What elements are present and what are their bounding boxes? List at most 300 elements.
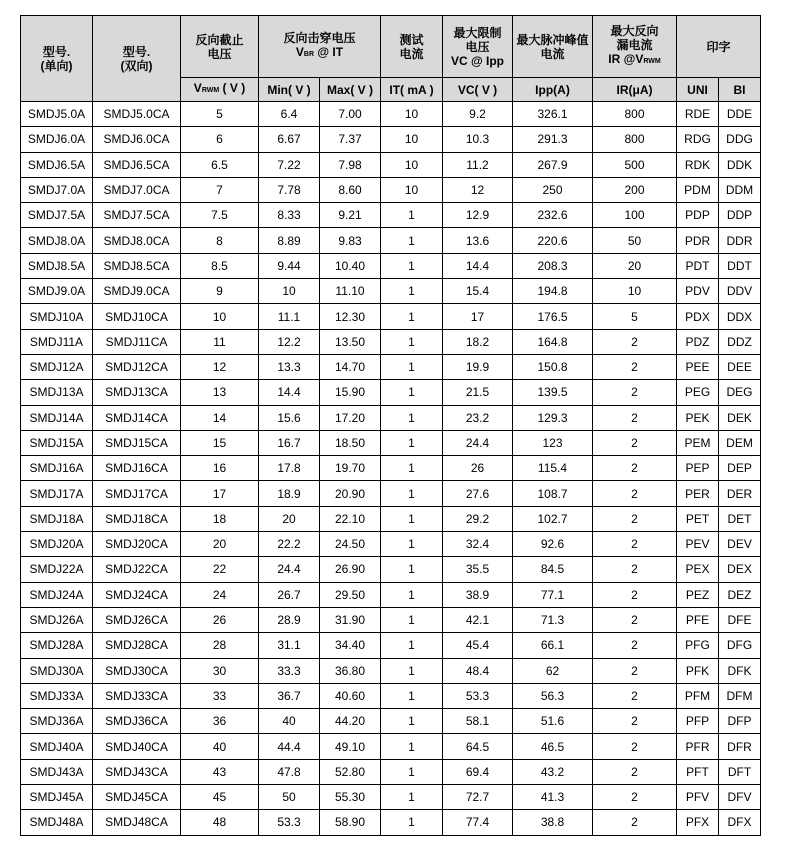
header-it <box>381 16 443 78</box>
unit-it: IT( mA ) <box>381 78 443 102</box>
cell-ipp: 176.5 <box>513 304 593 329</box>
cell-mark-bi: DDG <box>719 127 761 152</box>
cell-vbr-min: 8.33 <box>259 203 320 228</box>
cell-vrwm: 22 <box>181 557 259 582</box>
unit-bi: BI <box>719 78 761 102</box>
table-row <box>21 127 761 152</box>
cell-mark-bi: DEX <box>719 557 761 582</box>
cell-model-bi: SMDJ20CA <box>93 532 181 557</box>
cell-vrwm: 26 <box>181 607 259 632</box>
cell-it: 1 <box>381 329 443 354</box>
cell-vrwm: 28 <box>181 633 259 658</box>
cell-vbr-max: 20.90 <box>320 481 381 506</box>
header-text: 测试 <box>399 32 424 47</box>
table-row <box>21 430 761 455</box>
header-ipp <box>513 16 593 78</box>
cell-mark-bi: DFR <box>719 734 761 759</box>
cell-vbr-min: 9.44 <box>259 253 320 278</box>
cell-model-uni: SMDJ5.0A <box>21 102 93 127</box>
cell-it: 1 <box>381 532 443 557</box>
unit-max: Max( V ) <box>320 78 381 102</box>
cell-model-uni: SMDJ13A <box>21 380 93 405</box>
cell-vbr-min: 26.7 <box>259 582 320 607</box>
cell-mark-bi: DEM <box>719 430 761 455</box>
spec-table <box>20 15 761 836</box>
cell-mark-uni: PFG <box>677 633 719 658</box>
cell-mark-uni: PDX <box>677 304 719 329</box>
cell-vc: 35.5 <box>443 557 513 582</box>
cell-ir: 2 <box>593 734 677 759</box>
header-text: 型号. <box>42 44 71 59</box>
header-text: 型号. <box>122 44 151 59</box>
cell-model-bi: SMDJ11CA <box>93 329 181 354</box>
cell-vrwm: 15 <box>181 430 259 455</box>
cell-model-uni: SMDJ11A <box>21 329 93 354</box>
cell-mark-bi: DDM <box>719 177 761 202</box>
table-row <box>21 557 761 582</box>
cell-ipp: 41.3 <box>513 785 593 810</box>
cell-vc: 58.1 <box>443 709 513 734</box>
cell-model-bi: SMDJ13CA <box>93 380 181 405</box>
cell-ir: 2 <box>593 380 677 405</box>
cell-it: 1 <box>381 405 443 430</box>
cell-vc: 77.4 <box>443 810 513 835</box>
cell-ir: 100 <box>593 203 677 228</box>
cell-mark-bi: DER <box>719 481 761 506</box>
cell-model-bi: SMDJ16CA <box>93 456 181 481</box>
cell-vbr-min: 11.1 <box>259 304 320 329</box>
cell-vbr-min: 17.8 <box>259 456 320 481</box>
cell-mark-uni: PFT <box>677 759 719 784</box>
table-row <box>21 785 761 810</box>
cell-model-bi: SMDJ28CA <box>93 633 181 658</box>
unit-min: Min( V ) <box>259 78 320 102</box>
cell-model-uni: SMDJ8.5A <box>21 253 93 278</box>
cell-vc: 19.9 <box>443 354 513 379</box>
spec-table-container <box>20 15 761 836</box>
cell-vbr-min: 24.4 <box>259 557 320 582</box>
header-text: 电流 <box>540 46 565 61</box>
cell-model-uni: SMDJ36A <box>21 709 93 734</box>
cell-ir: 200 <box>593 177 677 202</box>
cell-mark-uni: PEP <box>677 456 719 481</box>
cell-mark-uni: PEG <box>677 380 719 405</box>
cell-vbr-min: 33.3 <box>259 658 320 683</box>
cell-vbr-max: 11.10 <box>320 279 381 304</box>
cell-vrwm: 16 <box>181 456 259 481</box>
cell-ipp: 71.3 <box>513 607 593 632</box>
cell-model-uni: SMDJ28A <box>21 633 93 658</box>
cell-vbr-min: 20 <box>259 506 320 531</box>
table-row <box>21 658 761 683</box>
cell-vbr-max: 7.37 <box>320 127 381 152</box>
header-ir <box>593 16 677 78</box>
cell-model-uni: SMDJ20A <box>21 532 93 557</box>
cell-vc: 14.4 <box>443 253 513 278</box>
cell-vc: 27.6 <box>443 481 513 506</box>
cell-ir: 2 <box>593 683 677 708</box>
cell-vbr-max: 17.20 <box>320 405 381 430</box>
cell-model-uni: SMDJ45A <box>21 785 93 810</box>
cell-vbr-max: 58.90 <box>320 810 381 835</box>
cell-vrwm: 48 <box>181 810 259 835</box>
cell-model-bi: SMDJ33CA <box>93 683 181 708</box>
table-row <box>21 329 761 354</box>
cell-mark-uni: PEM <box>677 430 719 455</box>
cell-model-bi: SMDJ7.0CA <box>93 177 181 202</box>
cell-mark-bi: DDV <box>719 279 761 304</box>
cell-it: 1 <box>381 734 443 759</box>
cell-model-bi: SMDJ8.0CA <box>93 228 181 253</box>
table-row <box>21 279 761 304</box>
cell-model-uni: SMDJ9.0A <box>21 279 93 304</box>
header-vc <box>443 16 513 78</box>
cell-model-uni: SMDJ40A <box>21 734 93 759</box>
cell-vbr-min: 15.6 <box>259 405 320 430</box>
cell-vrwm: 20 <box>181 532 259 557</box>
header-text: 电压 <box>207 46 232 61</box>
cell-ir: 2 <box>593 810 677 835</box>
cell-vc: 53.3 <box>443 683 513 708</box>
cell-vc: 29.2 <box>443 506 513 531</box>
cell-it: 10 <box>381 102 443 127</box>
table-row <box>21 582 761 607</box>
table-row <box>21 734 761 759</box>
cell-ipp: 194.8 <box>513 279 593 304</box>
cell-ir: 800 <box>593 102 677 127</box>
cell-it: 1 <box>381 810 443 835</box>
table-row <box>21 253 761 278</box>
cell-vbr-min: 12.2 <box>259 329 320 354</box>
cell-model-uni: SMDJ48A <box>21 810 93 835</box>
cell-vbr-max: 40.60 <box>320 683 381 708</box>
header-text: 漏电流 <box>616 38 653 52</box>
cell-vbr-max: 13.50 <box>320 329 381 354</box>
header-text: 最大反向 <box>610 24 659 38</box>
cell-mark-uni: PEZ <box>677 582 719 607</box>
table-row <box>21 405 761 430</box>
cell-model-bi: SMDJ10CA <box>93 304 181 329</box>
cell-ipp: 66.1 <box>513 633 593 658</box>
cell-it: 1 <box>381 607 443 632</box>
cell-mark-bi: DDT <box>719 253 761 278</box>
cell-model-uni: SMDJ6.5A <box>21 152 93 177</box>
table-row <box>21 481 761 506</box>
cell-vbr-min: 14.4 <box>259 380 320 405</box>
cell-ir: 2 <box>593 481 677 506</box>
table-row <box>21 177 761 202</box>
cell-vbr-min: 7.78 <box>259 177 320 202</box>
cell-vbr-max: 22.10 <box>320 506 381 531</box>
cell-it: 1 <box>381 481 443 506</box>
cell-it: 1 <box>381 304 443 329</box>
cell-ipp: 84.5 <box>513 557 593 582</box>
cell-mark-bi: DEZ <box>719 582 761 607</box>
cell-vrwm: 17 <box>181 481 259 506</box>
cell-vbr-min: 18.9 <box>259 481 320 506</box>
cell-vrwm: 7 <box>181 177 259 202</box>
cell-model-bi: SMDJ9.0CA <box>93 279 181 304</box>
cell-vrwm: 8.5 <box>181 253 259 278</box>
cell-model-bi: SMDJ30CA <box>93 658 181 683</box>
cell-vbr-max: 24.50 <box>320 532 381 557</box>
cell-ipp: 92.6 <box>513 532 593 557</box>
cell-ir: 2 <box>593 709 677 734</box>
cell-vbr-min: 13.3 <box>259 354 320 379</box>
header-text: 电压 <box>465 39 490 54</box>
cell-vbr-max: 19.70 <box>320 456 381 481</box>
header-text: 最大限制 <box>453 25 502 40</box>
cell-ipp: 129.3 <box>513 405 593 430</box>
cell-mark-uni: RDG <box>677 127 719 152</box>
cell-vbr-min: 28.9 <box>259 607 320 632</box>
cell-vc: 38.9 <box>443 582 513 607</box>
cell-vbr-max: 8.60 <box>320 177 381 202</box>
cell-model-uni: SMDJ7.5A <box>21 203 93 228</box>
cell-ir: 2 <box>593 785 677 810</box>
cell-mark-bi: DFV <box>719 785 761 810</box>
cell-mark-bi: DEK <box>719 405 761 430</box>
cell-mark-bi: DDK <box>719 152 761 177</box>
cell-mark-bi: DFK <box>719 658 761 683</box>
table-row <box>21 304 761 329</box>
cell-vrwm: 18 <box>181 506 259 531</box>
cell-ir: 20 <box>593 253 677 278</box>
cell-vrwm: 43 <box>181 759 259 784</box>
cell-vc: 32.4 <box>443 532 513 557</box>
cell-vbr-min: 6.67 <box>259 127 320 152</box>
cell-vc: 17 <box>443 304 513 329</box>
cell-it: 1 <box>381 430 443 455</box>
cell-model-bi: SMDJ14CA <box>93 405 181 430</box>
header-vbr <box>259 16 381 78</box>
unit-text: ( V ) <box>219 81 246 95</box>
header-model-bi <box>93 16 181 102</box>
cell-ir: 2 <box>593 506 677 531</box>
cell-ipp: 56.3 <box>513 683 593 708</box>
cell-vbr-max: 34.40 <box>320 633 381 658</box>
cell-model-bi: SMDJ5.0CA <box>93 102 181 127</box>
cell-model-bi: SMDJ6.0CA <box>93 127 181 152</box>
cell-it: 1 <box>381 709 443 734</box>
cell-vbr-min: 47.8 <box>259 759 320 784</box>
table-row <box>21 810 761 835</box>
cell-vbr-max: 9.21 <box>320 203 381 228</box>
header-model-uni <box>21 16 93 102</box>
cell-model-bi: SMDJ18CA <box>93 506 181 531</box>
cell-model-uni: SMDJ12A <box>21 354 93 379</box>
cell-vrwm: 33 <box>181 683 259 708</box>
table-row <box>21 709 761 734</box>
cell-mark-uni: PDM <box>677 177 719 202</box>
header-text: 反向击穿电压 <box>283 31 356 45</box>
cell-mark-bi: DEV <box>719 532 761 557</box>
cell-it: 1 <box>381 279 443 304</box>
cell-vc: 13.6 <box>443 228 513 253</box>
cell-vbr-min: 7.22 <box>259 152 320 177</box>
table-row <box>21 152 761 177</box>
cell-vbr-max: 26.90 <box>320 557 381 582</box>
cell-ir: 2 <box>593 658 677 683</box>
cell-model-bi: SMDJ36CA <box>93 709 181 734</box>
unit-uni: UNI <box>677 78 719 102</box>
cell-vc: 48.4 <box>443 658 513 683</box>
cell-ipp: 123 <box>513 430 593 455</box>
cell-ir: 2 <box>593 607 677 632</box>
cell-ipp: 108.7 <box>513 481 593 506</box>
table-row <box>21 506 761 531</box>
cell-ir: 2 <box>593 759 677 784</box>
table-row <box>21 228 761 253</box>
cell-vrwm: 7.5 <box>181 203 259 228</box>
cell-vc: 11.2 <box>443 152 513 177</box>
cell-model-uni: SMDJ6.0A <box>21 127 93 152</box>
cell-it: 1 <box>381 557 443 582</box>
cell-it: 10 <box>381 152 443 177</box>
cell-mark-uni: PFM <box>677 683 719 708</box>
header-text: 电流 <box>399 46 424 61</box>
table-row <box>21 380 761 405</box>
cell-model-uni: SMDJ8.0A <box>21 228 93 253</box>
unit-subscript: RWM <box>201 87 220 94</box>
table-row <box>21 456 761 481</box>
cell-mark-bi: DEG <box>719 380 761 405</box>
cell-model-bi: SMDJ17CA <box>93 481 181 506</box>
cell-model-uni: SMDJ16A <box>21 456 93 481</box>
header-subscript: BR <box>303 51 315 58</box>
cell-model-uni: SMDJ14A <box>21 405 93 430</box>
cell-vbr-min: 44.4 <box>259 734 320 759</box>
cell-mark-uni: PDT <box>677 253 719 278</box>
cell-model-bi: SMDJ45CA <box>93 785 181 810</box>
table-header <box>21 16 761 102</box>
cell-ir: 2 <box>593 430 677 455</box>
cell-vbr-min: 6.4 <box>259 102 320 127</box>
cell-vbr-min: 31.1 <box>259 633 320 658</box>
cell-mark-bi: DDZ <box>719 329 761 354</box>
cell-model-bi: SMDJ6.5CA <box>93 152 181 177</box>
cell-ir: 2 <box>593 582 677 607</box>
cell-ipp: 208.3 <box>513 253 593 278</box>
cell-mark-bi: DFG <box>719 633 761 658</box>
cell-vc: 21.5 <box>443 380 513 405</box>
cell-ipp: 77.1 <box>513 582 593 607</box>
header-text: @ IT <box>314 45 344 59</box>
cell-ipp: 250 <box>513 177 593 202</box>
header-text: 反向截止 <box>195 32 244 47</box>
cell-ipp: 139.5 <box>513 380 593 405</box>
cell-ir: 2 <box>593 354 677 379</box>
cell-vbr-max: 7.98 <box>320 152 381 177</box>
cell-ir: 2 <box>593 532 677 557</box>
cell-vbr-max: 7.00 <box>320 102 381 127</box>
cell-vbr-min: 50 <box>259 785 320 810</box>
cell-it: 1 <box>381 683 443 708</box>
table-row <box>21 354 761 379</box>
cell-mark-uni: PEV <box>677 532 719 557</box>
unit-text: V <box>193 81 202 95</box>
cell-ipp: 43.2 <box>513 759 593 784</box>
cell-it: 1 <box>381 228 443 253</box>
cell-vbr-max: 36.80 <box>320 658 381 683</box>
cell-mark-bi: DFM <box>719 683 761 708</box>
cell-vbr-max: 49.10 <box>320 734 381 759</box>
cell-vc: 15.4 <box>443 279 513 304</box>
cell-mark-bi: DDX <box>719 304 761 329</box>
cell-mark-bi: DDE <box>719 102 761 127</box>
header-marking <box>677 16 761 78</box>
cell-mark-uni: PET <box>677 506 719 531</box>
cell-vrwm: 13 <box>181 380 259 405</box>
header-text: 印字 <box>706 39 731 54</box>
cell-ir: 50 <box>593 228 677 253</box>
cell-mark-bi: DDR <box>719 228 761 253</box>
cell-mark-uni: PER <box>677 481 719 506</box>
cell-mark-uni: RDK <box>677 152 719 177</box>
cell-vrwm: 45 <box>181 785 259 810</box>
cell-model-uni: SMDJ26A <box>21 607 93 632</box>
cell-vrwm: 24 <box>181 582 259 607</box>
cell-model-bi: SMDJ22CA <box>93 557 181 582</box>
cell-ir: 800 <box>593 127 677 152</box>
cell-vbr-max: 10.40 <box>320 253 381 278</box>
cell-mark-bi: DFP <box>719 709 761 734</box>
table-row <box>21 759 761 784</box>
table-row <box>21 683 761 708</box>
cell-it: 10 <box>381 177 443 202</box>
cell-mark-bi: DFE <box>719 607 761 632</box>
unit-ipp: Ipp(A) <box>513 78 593 102</box>
cell-vbr-min: 16.7 <box>259 430 320 455</box>
cell-mark-bi: DEP <box>719 456 761 481</box>
cell-vrwm: 36 <box>181 709 259 734</box>
cell-vc: 42.1 <box>443 607 513 632</box>
cell-it: 1 <box>381 380 443 405</box>
cell-mark-uni: PFV <box>677 785 719 810</box>
cell-model-uni: SMDJ10A <box>21 304 93 329</box>
cell-mark-uni: PDP <box>677 203 719 228</box>
cell-ipp: 38.8 <box>513 810 593 835</box>
cell-ipp: 232.6 <box>513 203 593 228</box>
cell-mark-uni: PEK <box>677 405 719 430</box>
cell-model-bi: SMDJ40CA <box>93 734 181 759</box>
cell-mark-uni: PEX <box>677 557 719 582</box>
cell-mark-uni: PFK <box>677 658 719 683</box>
table-body <box>21 102 761 836</box>
cell-ipp: 220.6 <box>513 228 593 253</box>
cell-model-uni: SMDJ33A <box>21 683 93 708</box>
cell-vc: 23.2 <box>443 405 513 430</box>
cell-vrwm: 12 <box>181 354 259 379</box>
cell-model-uni: SMDJ17A <box>21 481 93 506</box>
header-text: VC @ Ipp <box>450 53 505 68</box>
cell-it: 1 <box>381 582 443 607</box>
table-row <box>21 203 761 228</box>
cell-model-bi: SMDJ7.5CA <box>93 203 181 228</box>
cell-model-bi: SMDJ8.5CA <box>93 253 181 278</box>
cell-mark-uni: PDZ <box>677 329 719 354</box>
cell-ipp: 164.8 <box>513 329 593 354</box>
cell-model-bi: SMDJ24CA <box>93 582 181 607</box>
cell-ir: 2 <box>593 456 677 481</box>
table-row <box>21 532 761 557</box>
header-vrwm <box>181 16 259 78</box>
cell-vc: 72.7 <box>443 785 513 810</box>
cell-mark-uni: PFR <box>677 734 719 759</box>
cell-vc: 26 <box>443 456 513 481</box>
cell-it: 1 <box>381 633 443 658</box>
cell-vbr-max: 52.80 <box>320 759 381 784</box>
